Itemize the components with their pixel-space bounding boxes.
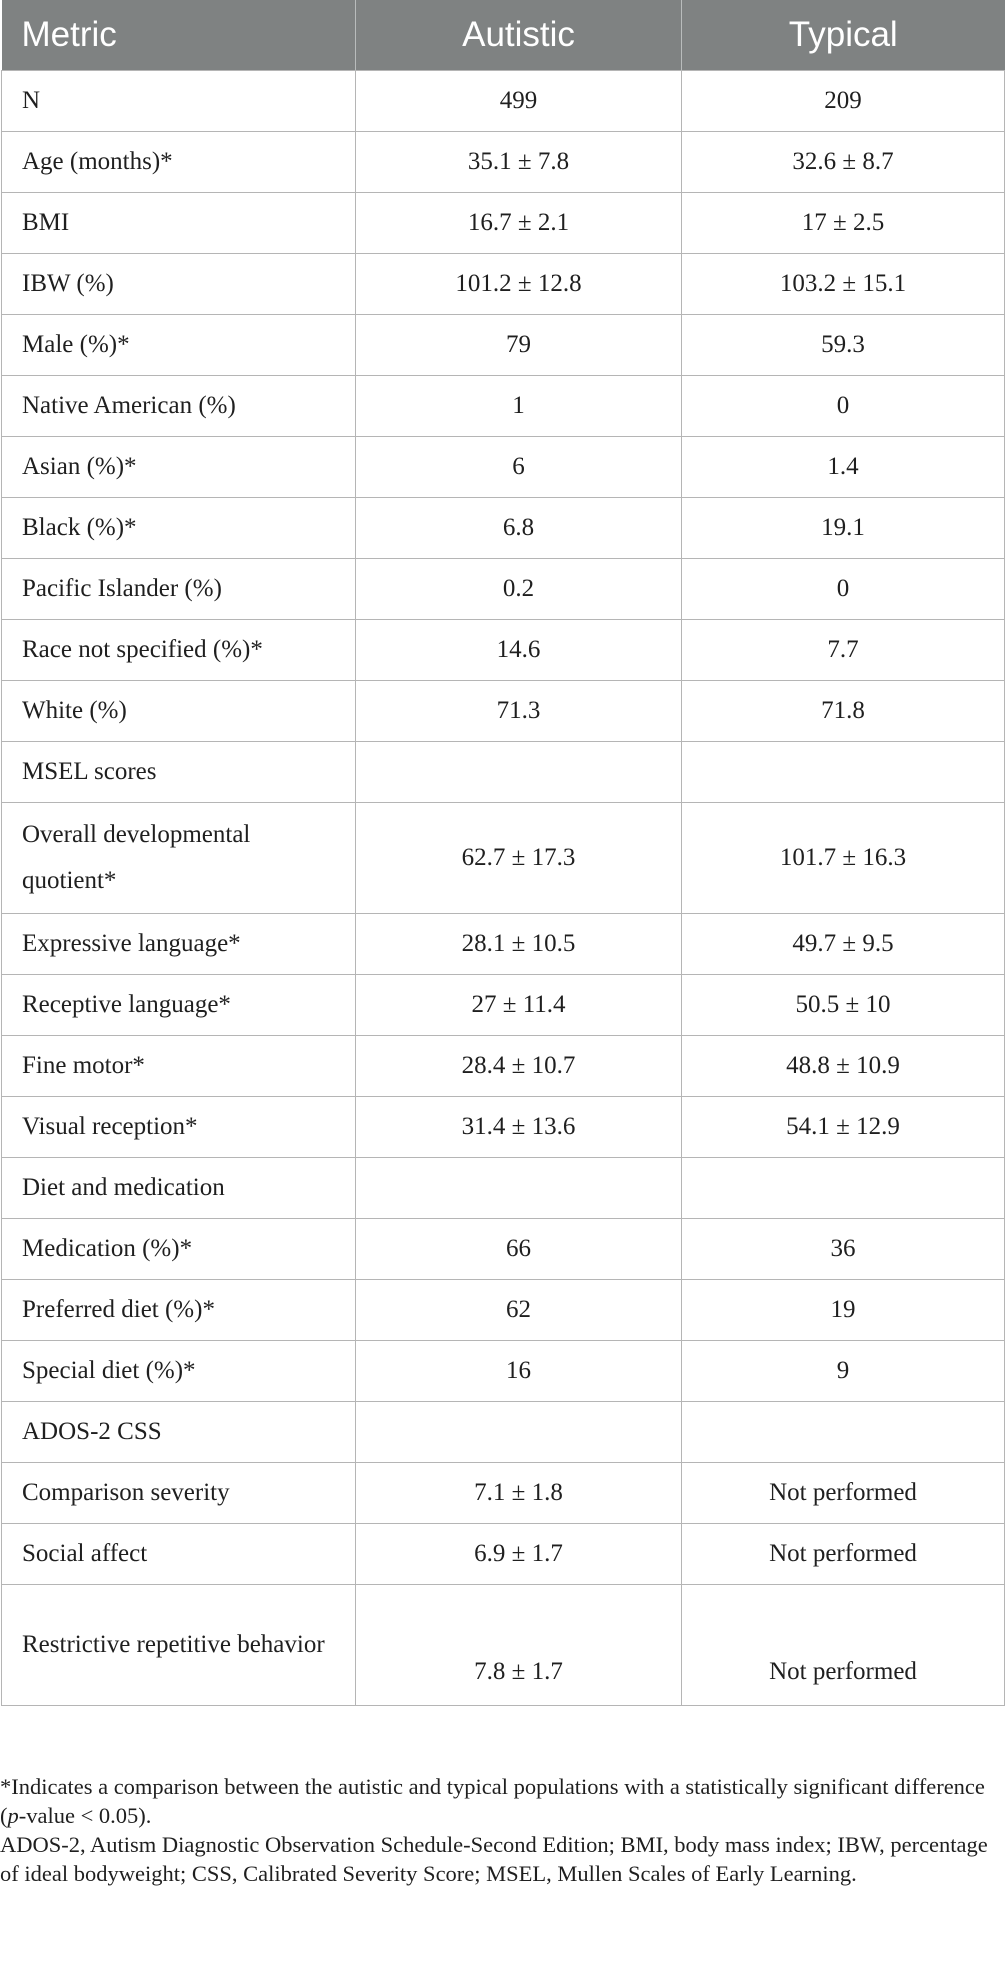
table-row	[2, 742, 1005, 803]
metric-cell: Social affect	[2, 1524, 356, 1585]
table-row	[2, 914, 1005, 975]
typical-cell: 19.1	[682, 498, 1005, 559]
typical-cell: Not performed	[682, 1585, 1005, 1706]
table-row	[2, 254, 1005, 315]
autistic-cell: 1	[356, 376, 682, 437]
typical-cell: 19	[682, 1280, 1005, 1341]
autistic-cell: 71.3	[356, 681, 682, 742]
table-row	[2, 71, 1005, 132]
autistic-cell: 35.1 ± 7.8	[356, 132, 682, 193]
metric-cell: Race not specified (%)*	[2, 620, 356, 681]
metric-cell: Visual reception*	[2, 1097, 356, 1158]
metric-cell: Special diet (%)*	[2, 1341, 356, 1402]
table-footnotes	[0, 1772, 1000, 1888]
typical-cell: 1.4	[682, 437, 1005, 498]
typical-cell: 9	[682, 1341, 1005, 1402]
table-row	[2, 1097, 1005, 1158]
table-row	[2, 1463, 1005, 1524]
autistic-cell: 14.6	[356, 620, 682, 681]
autistic-cell: 16.7 ± 2.1	[356, 193, 682, 254]
table-row	[2, 803, 1005, 914]
header-metric: Metric	[2, 0, 356, 71]
typical-cell: 54.1 ± 12.9	[682, 1097, 1005, 1158]
table-row	[2, 1219, 1005, 1280]
metric-cell: Preferred diet (%)*	[2, 1280, 356, 1341]
typical-cell	[682, 742, 1005, 803]
metric-cell: MSEL scores	[2, 742, 356, 803]
table-row	[2, 620, 1005, 681]
typical-cell: 36	[682, 1219, 1005, 1280]
autistic-cell: 7.1 ± 1.8	[356, 1463, 682, 1524]
header-autistic: Autistic	[356, 0, 682, 71]
metric-cell: Medication (%)*	[2, 1219, 356, 1280]
metric-cell: Black (%)*	[2, 498, 356, 559]
typical-cell: 17 ± 2.5	[682, 193, 1005, 254]
table-row	[2, 1585, 1005, 1706]
metric-cell: ADOS-2 CSS	[2, 1402, 356, 1463]
metric-cell: Fine motor*	[2, 1036, 356, 1097]
table-row	[2, 1158, 1005, 1219]
typical-cell	[682, 1158, 1005, 1219]
table-row	[2, 559, 1005, 620]
autistic-cell: 499	[356, 71, 682, 132]
typical-cell: 71.8	[682, 681, 1005, 742]
autistic-cell: 31.4 ± 13.6	[356, 1097, 682, 1158]
abbreviations-note: ADOS-2, Autism Diagnostic Observation Schedule-Second Edition; BMI, body mass index; IBW, percentage of ideal bodyweight; CSS, Calibrated Severity Score; MSEL, Mullen Scales of Early Learning.	[0, 1832, 988, 1886]
typical-cell: 32.6 ± 8.7	[682, 132, 1005, 193]
header-typical: Typical	[682, 0, 1005, 71]
table-body	[2, 71, 1005, 1706]
table-header	[2, 0, 1005, 71]
typical-cell: 59.3	[682, 315, 1005, 376]
autistic-cell: 79	[356, 315, 682, 376]
table-row	[2, 975, 1005, 1036]
metric-cell: Diet and medication	[2, 1158, 356, 1219]
autistic-cell: 7.8 ± 1.7	[356, 1585, 682, 1706]
metric-cell: BMI	[2, 193, 356, 254]
typical-cell: 50.5 ± 10	[682, 975, 1005, 1036]
table-row	[2, 132, 1005, 193]
typical-cell: Not performed	[682, 1524, 1005, 1585]
metric-cell: IBW (%)	[2, 254, 356, 315]
metric-cell: Age (months)*	[2, 132, 356, 193]
autistic-cell	[356, 1402, 682, 1463]
autistic-cell: 6.8	[356, 498, 682, 559]
autistic-cell	[356, 742, 682, 803]
autistic-cell: 62.7 ± 17.3	[356, 803, 682, 914]
table-row	[2, 1402, 1005, 1463]
table-row	[2, 1036, 1005, 1097]
table-row	[2, 681, 1005, 742]
metric-cell: Male (%)*	[2, 315, 356, 376]
significance-note: *Indicates a comparison between the autistic and typical populations with a statistically significant difference (p-value < 0.05).	[0, 1774, 985, 1828]
typical-cell	[682, 1402, 1005, 1463]
autistic-cell: 16	[356, 1341, 682, 1402]
metric-cell: Pacific Islander (%)	[2, 559, 356, 620]
metric-cell: Expressive language*	[2, 914, 356, 975]
typical-cell: 103.2 ± 15.1	[682, 254, 1005, 315]
metric-cell: Asian (%)*	[2, 437, 356, 498]
metric-cell: Restrictive repetitive behavior	[2, 1585, 356, 1706]
table-row	[2, 498, 1005, 559]
typical-cell: 0	[682, 376, 1005, 437]
table-row	[2, 376, 1005, 437]
table-row	[2, 193, 1005, 254]
autistic-cell: 6.9 ± 1.7	[356, 1524, 682, 1585]
table-row	[2, 1280, 1005, 1341]
typical-cell: 7.7	[682, 620, 1005, 681]
autistic-cell: 27 ± 11.4	[356, 975, 682, 1036]
metric-cell: Comparison severity	[2, 1463, 356, 1524]
autistic-cell	[356, 1158, 682, 1219]
autistic-cell: 28.1 ± 10.5	[356, 914, 682, 975]
autistic-cell: 101.2 ± 12.8	[356, 254, 682, 315]
autistic-cell: 66	[356, 1219, 682, 1280]
typical-cell: 49.7 ± 9.5	[682, 914, 1005, 975]
table-row	[2, 437, 1005, 498]
table-row	[2, 1524, 1005, 1585]
typical-cell: Not performed	[682, 1463, 1005, 1524]
autistic-cell: 62	[356, 1280, 682, 1341]
demographics-table	[1, 0, 1005, 1706]
typical-cell: 48.8 ± 10.9	[682, 1036, 1005, 1097]
typical-cell: 101.7 ± 16.3	[682, 803, 1005, 914]
metric-cell: N	[2, 71, 356, 132]
autistic-cell: 28.4 ± 10.7	[356, 1036, 682, 1097]
metric-cell: Receptive language*	[2, 975, 356, 1036]
autistic-cell: 0.2	[356, 559, 682, 620]
autistic-cell: 6	[356, 437, 682, 498]
table-row	[2, 315, 1005, 376]
metric-cell: Overall developmental quotient*	[2, 803, 356, 914]
typical-cell: 0	[682, 559, 1005, 620]
typical-cell: 209	[682, 71, 1005, 132]
metric-cell: Native American (%)	[2, 376, 356, 437]
table-row	[2, 1341, 1005, 1402]
metric-cell: White (%)	[2, 681, 356, 742]
